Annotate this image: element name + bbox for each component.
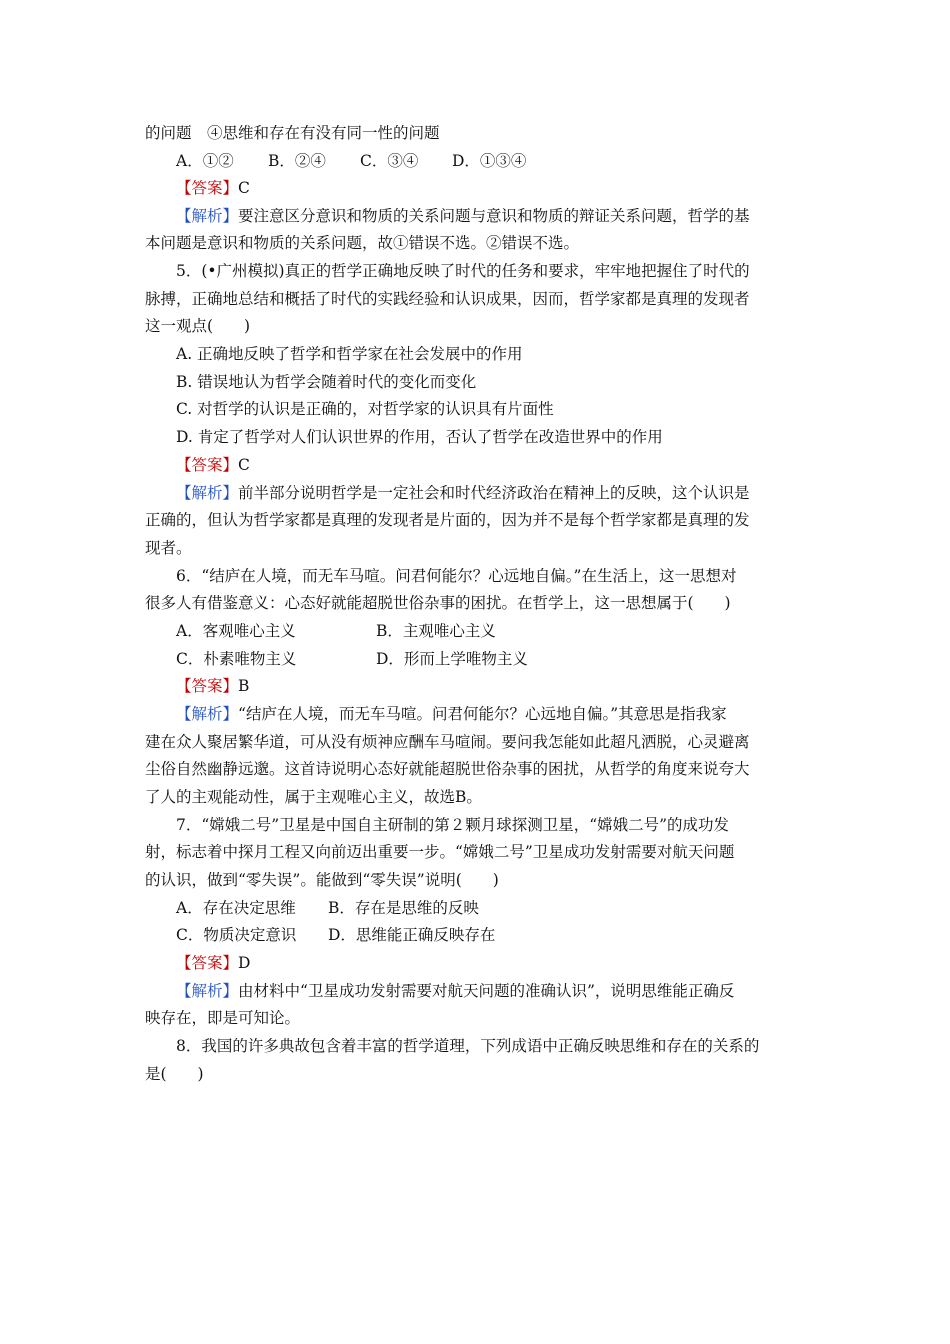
option-b: B．存在是思维的反映 [328, 899, 479, 917]
answer-value: C [238, 179, 250, 197]
option-d: D．思维能正确反映存在 [328, 926, 496, 944]
option-a: A．①② [176, 152, 234, 170]
option-b: B．②④ [268, 152, 326, 170]
option-c: C．物质决定意识 [176, 926, 297, 944]
answer-label: 【答案】 [176, 954, 239, 972]
text-line: 是( ) [145, 1065, 204, 1083]
text-line: 了人的主观能动性，属于主观唯心主义，故选B。 [145, 788, 482, 806]
option-d: D．①③④ [452, 152, 527, 170]
question-line: 8．我国的许多典故包含着丰富的哲学道理，下列成语中正确反映思维和存在的关系的 [176, 1037, 760, 1055]
text-line: 正确的，但认为哲学家都是真理的发现者是片面的，因为并不是每个哲学家都是真理的发 [145, 511, 750, 529]
text-line: 尘俗自然幽静远邈。这首诗说明心态好就能超脱世俗杂事的困扰，从哲学的角度来说夸大 [145, 760, 750, 778]
analysis-label: 【解析】 [176, 982, 239, 1000]
answer-value: C [238, 456, 250, 474]
answer-line [176, 676, 841, 696]
option-b: B．主观唯心主义 [376, 622, 496, 640]
option-d: D．形而上学唯物主义 [376, 650, 528, 668]
option-b: B. 错误地认为哲学会随着时代的变化而变化 [176, 373, 477, 391]
question-line: 6．“结庐在人境，而无车马喧。问君何能尔？心远地自偏。”在生活上，这一思想对 [176, 567, 737, 585]
option-c: C. 对哲学的认识是正确的，对哲学家的认识具有片面性 [176, 400, 554, 418]
analysis-label: 【解析】 [176, 705, 239, 723]
text-line: 的认识，做到“零失误”。能做到“零失误”说明( ) [145, 871, 499, 889]
analysis-text: 由材料中“卫星成功发射需要对航天问题的准确认识”，说明思维能正确反 [238, 982, 735, 1000]
analysis-line [176, 704, 810, 724]
text-line: 很多人有借鉴意义：心态好就能超脱世俗杂事的困扰。在哲学上，这一思想属于( ) [145, 594, 731, 612]
text-line: 的问题 ④思维和存在有没有同一性的问题 [145, 124, 440, 142]
options-row [176, 649, 841, 669]
option-a: A．存在决定思维 [176, 899, 296, 917]
options-row [176, 621, 841, 641]
text-line: 映存在，即是可知论。 [145, 1009, 301, 1027]
analysis-text: 前半部分说明哲学是一定社会和时代经济政治在精神上的反映，这个认识是 [238, 484, 750, 502]
text-line: 这一观点( ) [145, 317, 251, 335]
options-row [176, 151, 841, 171]
answer-value: B [238, 677, 250, 695]
analysis-line [176, 981, 810, 1001]
option-a: A．客观唯心主义 [176, 622, 296, 640]
question-line: 7．“嫦娥二号”卫星是中国自主研制的第２颗月球探测卫星，“嫦娥二号”的成功发 [176, 816, 730, 834]
answer-label: 【答案】 [176, 677, 239, 695]
answer-value: D [238, 954, 251, 972]
answer-label: 【答案】 [176, 179, 239, 197]
answer-line [176, 178, 841, 198]
text-line: 脉搏，正确地总结和概括了时代的实践经验和认识成果，因而，哲学家都是真理的发现者 [145, 290, 750, 308]
option-d: D. 肯定了哲学对人们认识世界的作用，否认了哲学在改造世界中的作用 [176, 428, 663, 446]
analysis-label: 【解析】 [176, 484, 239, 502]
analysis-text: 要注意区分意识和物质的关系问题与意识和物质的辩证关系问题，哲学的基 [238, 207, 750, 225]
options-row [176, 925, 841, 945]
option-c: C．朴素唯物主义 [176, 650, 297, 668]
text-line: 射，标志着中探月工程又向前迈出重要一步。“嫦娥二号”卫星成功发射需要对航天问题 [145, 843, 735, 861]
options-row [176, 898, 841, 918]
answer-line [176, 953, 841, 973]
question-line: 5．(•广州模拟)真正的哲学正确地反映了时代的任务和要求，牢牢地把握住了时代的 [176, 262, 750, 280]
option-a: A. 正确地反映了哲学和哲学家在社会发展中的作用 [176, 345, 523, 363]
text-line: 建在众人聚居繁华道，可从没有烦神应酬车马喧闹。要问我怎能如此超凡洒脱，心灵避离 [145, 733, 750, 751]
answer-label: 【答案】 [176, 456, 239, 474]
analysis-text: “结庐在人境，而无车马喧。问君何能尔？心远地自偏。”其意思是指我家 [238, 705, 727, 723]
analysis-line [176, 483, 810, 503]
analysis-label: 【解析】 [176, 207, 239, 225]
text-line: 本问题是意识和物质的关系问题，故①错误不选。②错误不选。 [145, 234, 580, 252]
text-line: 现者。 [145, 539, 192, 557]
option-c: C．③④ [360, 152, 419, 170]
analysis-line [176, 206, 810, 226]
answer-line [176, 455, 841, 475]
